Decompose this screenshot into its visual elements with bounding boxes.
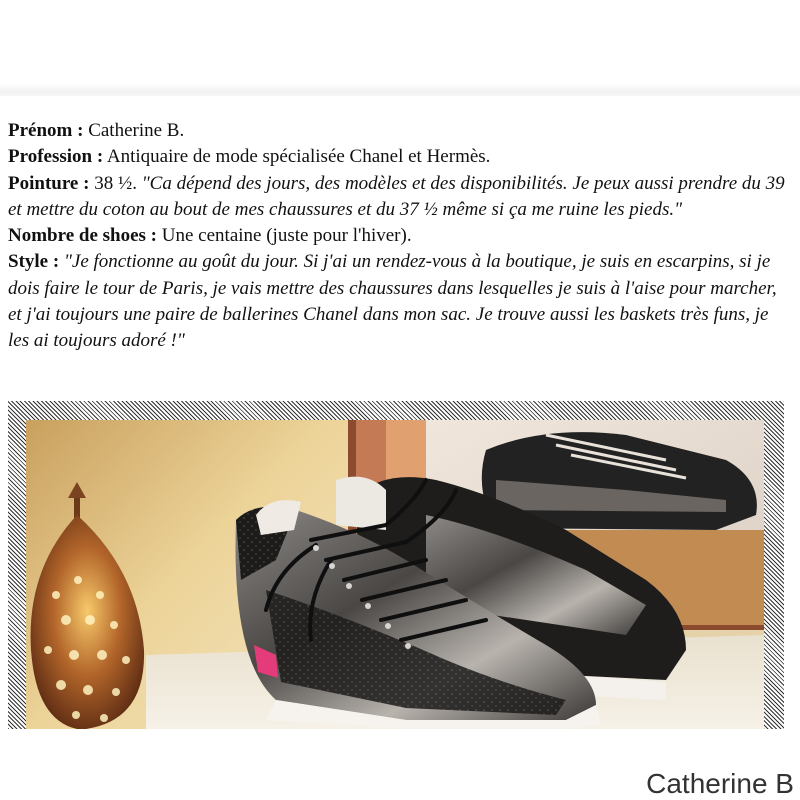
sneakers-illustration [26,420,764,729]
prenom-value: Catherine B. [88,120,185,141]
profession-value: Antiquaire de mode spécialisée Chanel et Hermès. [106,146,491,168]
profession-line [8,144,792,170]
photo-caption: Catherine B [646,768,794,799]
shoes-count-label: Nombre de shoes : [8,225,158,247]
style-label: Style : [8,251,60,273]
shoes-count-value: Une centaine (juste pour l'hiver). [161,225,412,247]
profession-label: Profession : [8,146,104,168]
pointure-line [8,171,792,224]
pointure-size: 38 ½. [94,172,137,194]
shoes-count-line [8,223,792,249]
pointure-quote: "Ca dépend des jours, des modèles et des disponibilités. Je peux aussi prendre du 39 et mettre du coton au bout de mes chaussures et du 37 ½ même si ça me ruine les pieds." [8,172,785,220]
pointure-label: Pointure : [8,172,90,194]
top-header-band [0,0,800,96]
style-line [8,249,792,354]
style-quote: "Je fonctionne au goût du jour. Si j'ai un rendez-vous à la boutique, je suis en escarpins, si je dois faire le tour de Paris, je vais mettre des chaussures dans lesquelles je suis à l'aise pour marcher, et j'ai toujours une paire de ballerines Chanel dans mon sac. Je trouve aussi les baskets très funs, je les ai toujours adoré !" [8,251,777,352]
profile-article [8,118,792,355]
photo-frame [8,401,784,729]
prenom-label: Prénom : [8,120,84,141]
sneakers-photo [26,420,764,729]
prenom-line [8,118,792,144]
